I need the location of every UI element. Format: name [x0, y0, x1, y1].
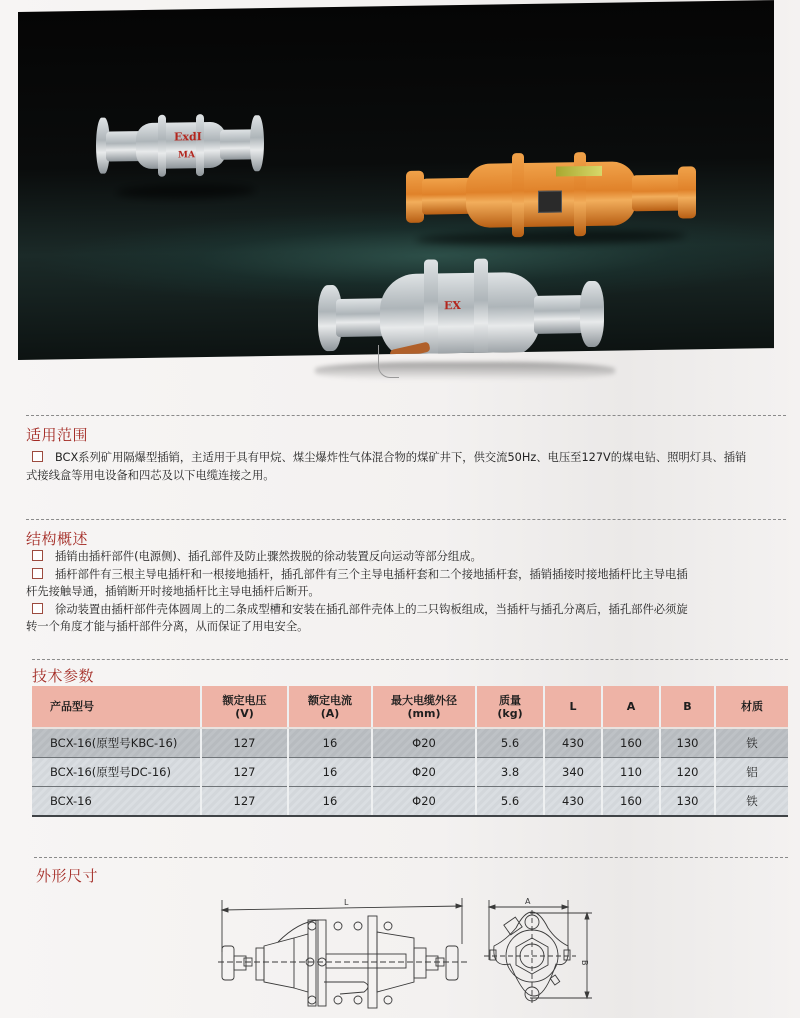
col-header-B: B — [660, 686, 715, 728]
cell-mass: 5.6 — [476, 728, 544, 758]
cell-voltage: 127 — [201, 787, 288, 817]
col-header-A: A — [602, 686, 660, 728]
end-view-diagram — [484, 898, 600, 1013]
table-row — [32, 728, 788, 758]
table-row — [32, 787, 788, 817]
table-row — [32, 758, 788, 787]
section-divider — [26, 415, 786, 416]
photo-reflection — [315, 362, 615, 380]
cell-material: 铁 — [715, 728, 788, 758]
cell-mass: 5.6 — [476, 787, 544, 817]
cell-L: 430 — [544, 787, 602, 817]
section-title-specs: 技术参数 — [32, 667, 95, 685]
cell-model: BCX-16 — [32, 787, 201, 817]
structure-item-2-cont: 杆先接触导通，插销断开时接地插杆比主导电插杆后断开。 — [26, 585, 320, 598]
section-divider — [34, 857, 788, 858]
col-header-L: L — [544, 686, 602, 728]
product-plug-orange — [406, 146, 696, 241]
svg-text:A: A — [525, 898, 531, 906]
cell-B: 120 — [660, 758, 715, 787]
structure-item-3: 徐动装置由插杆部件壳体圆周上的二条成型槽和安装在插孔部件壳体上的二只钩板组成，当插杆与插孔分离后，插孔部件必须旋 — [26, 601, 786, 619]
product-plug-silver-2: EX — [318, 251, 608, 360]
cell-current: 16 — [288, 728, 372, 758]
checkbox-icon — [32, 603, 43, 614]
cell-voltage: 127 — [201, 758, 288, 787]
checkbox-icon — [32, 550, 43, 561]
cell-A: 110 — [602, 758, 660, 787]
col-header-material: 材质 — [715, 686, 788, 728]
spec-table — [32, 686, 788, 817]
cell-cable-diameter: Φ20 — [372, 787, 476, 817]
cell-cable-diameter: Φ20 — [372, 758, 476, 787]
cell-material: 铝 — [715, 758, 788, 787]
product-plug-silver-1: ExdI MA — [96, 103, 256, 186]
structure-item-2: 插杆部件有三根主导电插杆和一根接地插杆，插孔部件有三个主导电插杆套和二个接地插杆套，插销插接时接地插杆比主导电插 — [26, 566, 786, 584]
photo-wire — [378, 345, 399, 378]
section-title-scope: 适用范围 — [26, 426, 89, 444]
checkbox-icon — [32, 451, 43, 462]
cell-cable-diameter: Φ20 — [372, 728, 476, 758]
cell-current: 16 — [288, 758, 372, 787]
cell-L: 340 — [544, 758, 602, 787]
col-header-cable-diameter: 最大电缆外径 (mm) — [372, 686, 476, 728]
section-divider — [32, 659, 788, 660]
section-title-structure: 结构概述 — [26, 530, 89, 548]
scope-paragraph — [26, 449, 786, 484]
col-header-mass: 质量 (kg) — [476, 686, 544, 728]
cell-B: 130 — [660, 787, 715, 817]
table-header-row — [32, 686, 788, 728]
scope-line-2: 式接线盒等用电设备和四芯及以下电缆连接之用。 — [26, 468, 275, 482]
section-title-dimensions: 外形尺寸 — [36, 867, 99, 885]
structure-item-3-cont: 转一个角度才能与插杆部件分离，从而保证了用电安全。 — [26, 620, 309, 633]
cell-material: 铁 — [715, 787, 788, 817]
col-header-voltage: 额定电压 (V) — [201, 686, 288, 728]
product-photo — [18, 0, 774, 360]
svg-text:L: L — [344, 898, 349, 907]
cell-B: 130 — [660, 728, 715, 758]
cell-model: BCX-16(原型号DC-16) — [32, 758, 201, 787]
svg-text:B: B — [580, 960, 589, 966]
cell-model: BCX-16(原型号KBC-16) — [32, 728, 201, 758]
checkbox-icon — [32, 568, 43, 579]
structure-item-1: 插销由插杆部件(电源侧)、插孔部件及防止骤然拨脱的徐动装置反向运动等部分组成。 — [26, 548, 786, 566]
scope-line-1: BCX系列矿用隔爆型插销，主适用于具有甲烷、煤尘爆炸性气体混合物的煤矿井下，供交流50Hz、电压至127V的煤电钻、照明灯具、插销 — [26, 449, 786, 467]
cell-A: 160 — [602, 787, 660, 817]
section-divider — [26, 519, 786, 520]
cell-mass: 3.8 — [476, 758, 544, 787]
structure-paragraph — [26, 548, 786, 636]
col-header-current: 额定电流 (A) — [288, 686, 372, 728]
cell-voltage: 127 — [201, 728, 288, 758]
cell-A: 160 — [602, 728, 660, 758]
cell-L: 430 — [544, 728, 602, 758]
cell-current: 16 — [288, 787, 372, 817]
col-header-model: 产品型号 — [32, 686, 201, 728]
side-view-diagram — [218, 896, 468, 1016]
